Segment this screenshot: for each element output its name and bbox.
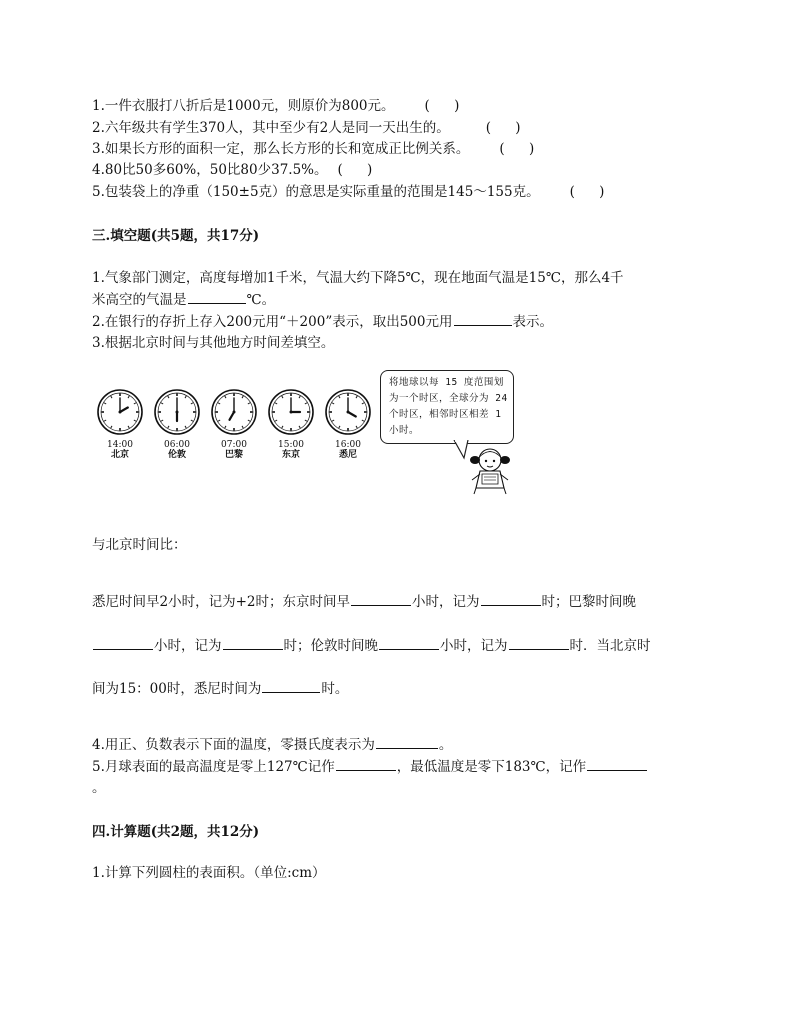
compare-text: 小时，记为	[412, 594, 480, 610]
fill-q1-line1: 1.气象部门测定，高度每增加1千米，气温大约下降5℃，现在地面气温是15℃，那么4千	[92, 270, 624, 286]
fill-q2	[92, 310, 553, 330]
bubble-text: 将地球以每 15 度范围划为一个时区，全球分为 24 个时区，相邻时区相差 1 小时。	[389, 377, 508, 436]
section-heading-fill: 三.填空题(共5题，共17分)	[92, 228, 260, 244]
clock-center	[290, 411, 293, 414]
fill-q1-line2	[92, 288, 275, 308]
clock-4	[269, 390, 313, 434]
compare-line-3	[92, 677, 348, 697]
clock-label	[94, 440, 146, 460]
clock-time: 07:00	[221, 440, 247, 450]
answer-paren[interactable]: ( )	[337, 162, 383, 178]
judge-item-2	[92, 116, 531, 136]
answer-blank[interactable]	[379, 636, 439, 650]
clock-city: 东京	[281, 450, 300, 460]
fill-q4-tail: 。	[438, 737, 453, 753]
clock-center	[176, 411, 179, 414]
compare-text: 小时，记为	[154, 638, 222, 654]
judge-item-4	[92, 158, 382, 178]
answer-paren[interactable]: ( )	[499, 141, 545, 157]
clock-time: 14:00	[107, 440, 133, 450]
answer-blank[interactable]	[509, 636, 569, 650]
clock-3	[212, 390, 256, 434]
fill-q2-text: 2.在银行的存折上存入200元用“＋200”表示，取出500元用	[92, 314, 453, 330]
clock-2	[155, 390, 199, 434]
clock-1	[98, 390, 142, 434]
compare-text: 时；伦敦时间晚	[283, 638, 378, 654]
fill-q1-unit: ℃。	[246, 292, 276, 308]
judge-item-5	[92, 180, 614, 200]
fill-q4	[92, 733, 452, 753]
answer-blank[interactable]	[93, 636, 153, 650]
clock-time: 15:00	[278, 440, 304, 450]
answer-blank[interactable]	[336, 757, 396, 771]
judge-item-text: 2.六年级共有学生370人，其中至少有2人是同一天出生的。	[92, 120, 450, 136]
answer-paren[interactable]: ( )	[424, 98, 470, 114]
fill-q3: 3.根据北京时间与其他地方时间差填空。	[92, 335, 335, 351]
fill-q5	[92, 755, 648, 775]
clock-label	[322, 440, 374, 460]
judge-item-text: 3.如果长方形的面积一定，那么长方形的长和宽成正比例关系。	[92, 141, 470, 157]
fill-q4-text: 4.用正、负数表示下面的温度，零摄氏度表示为	[92, 737, 375, 753]
girl-illustration	[462, 444, 518, 496]
fill-q5-text: ，最低温度是零下183℃，记作	[396, 759, 587, 775]
judge-item-1	[92, 94, 469, 114]
answer-blank[interactable]	[188, 290, 246, 304]
calc-q1: 1.计算下列圆柱的表面积。（单位:cm）	[92, 865, 326, 881]
clock-center	[233, 411, 236, 414]
answer-blank[interactable]	[587, 757, 647, 771]
compare-line-1	[92, 590, 636, 610]
answer-blank[interactable]	[223, 636, 283, 650]
answer-paren[interactable]: ( )	[485, 120, 531, 136]
judge-item-text: 5.包装袋上的净重（150±5克）的意思是实际重量的范围是145～155克。	[92, 184, 540, 200]
clock-label	[208, 440, 260, 460]
clock-time: 06:00	[164, 440, 190, 450]
fill-q5-text: 5.月球表面的最高温度是零上127℃记作	[92, 759, 335, 775]
judge-item-text: 4.80比50多60%，50比80少37.5%。	[92, 162, 328, 178]
clock-label	[265, 440, 317, 460]
clock-5	[326, 390, 370, 434]
clock-city: 伦敦	[167, 450, 186, 460]
compare-text: 间为15：00时，悉尼时间为	[92, 681, 262, 697]
clock-time: 16:00	[335, 440, 361, 450]
judge-item-3	[92, 137, 544, 157]
clock-center	[347, 411, 350, 414]
compare-text: 悉尼时间早2小时，记为+2时；东京时间早	[92, 594, 350, 610]
judge-item-text: 1.一件衣服打八折后是1000元，则原价为800元。	[92, 98, 395, 114]
compare-text: 时；巴黎时间晚	[541, 594, 636, 610]
fill-q2-tail: 表示。	[512, 314, 553, 330]
answer-blank[interactable]	[262, 679, 320, 693]
section-heading-calc: 四.计算题(共2题，共12分)	[92, 824, 260, 840]
clock-center	[119, 411, 122, 414]
answer-blank[interactable]	[376, 735, 438, 749]
clock-city: 悉尼	[338, 450, 357, 460]
compare-text: 小时，记为	[440, 638, 508, 654]
clock-label	[151, 440, 203, 460]
answer-blank[interactable]	[481, 592, 541, 606]
clock-city: 巴黎	[224, 450, 243, 460]
compare-line-2	[92, 634, 651, 654]
compare-text: 时。	[321, 681, 349, 697]
answer-blank[interactable]	[454, 312, 512, 326]
answer-paren[interactable]: ( )	[569, 184, 615, 200]
answer-blank[interactable]	[351, 592, 411, 606]
clock-figure	[96, 386, 376, 438]
compare-text: 时．当北京时	[569, 638, 651, 654]
clock-city: 北京	[110, 450, 129, 460]
fill-q1-text: 米高空的气温是	[92, 292, 187, 308]
fill-q5-end: 。	[92, 780, 106, 796]
compare-intro: 与北京时间比：	[92, 537, 187, 553]
